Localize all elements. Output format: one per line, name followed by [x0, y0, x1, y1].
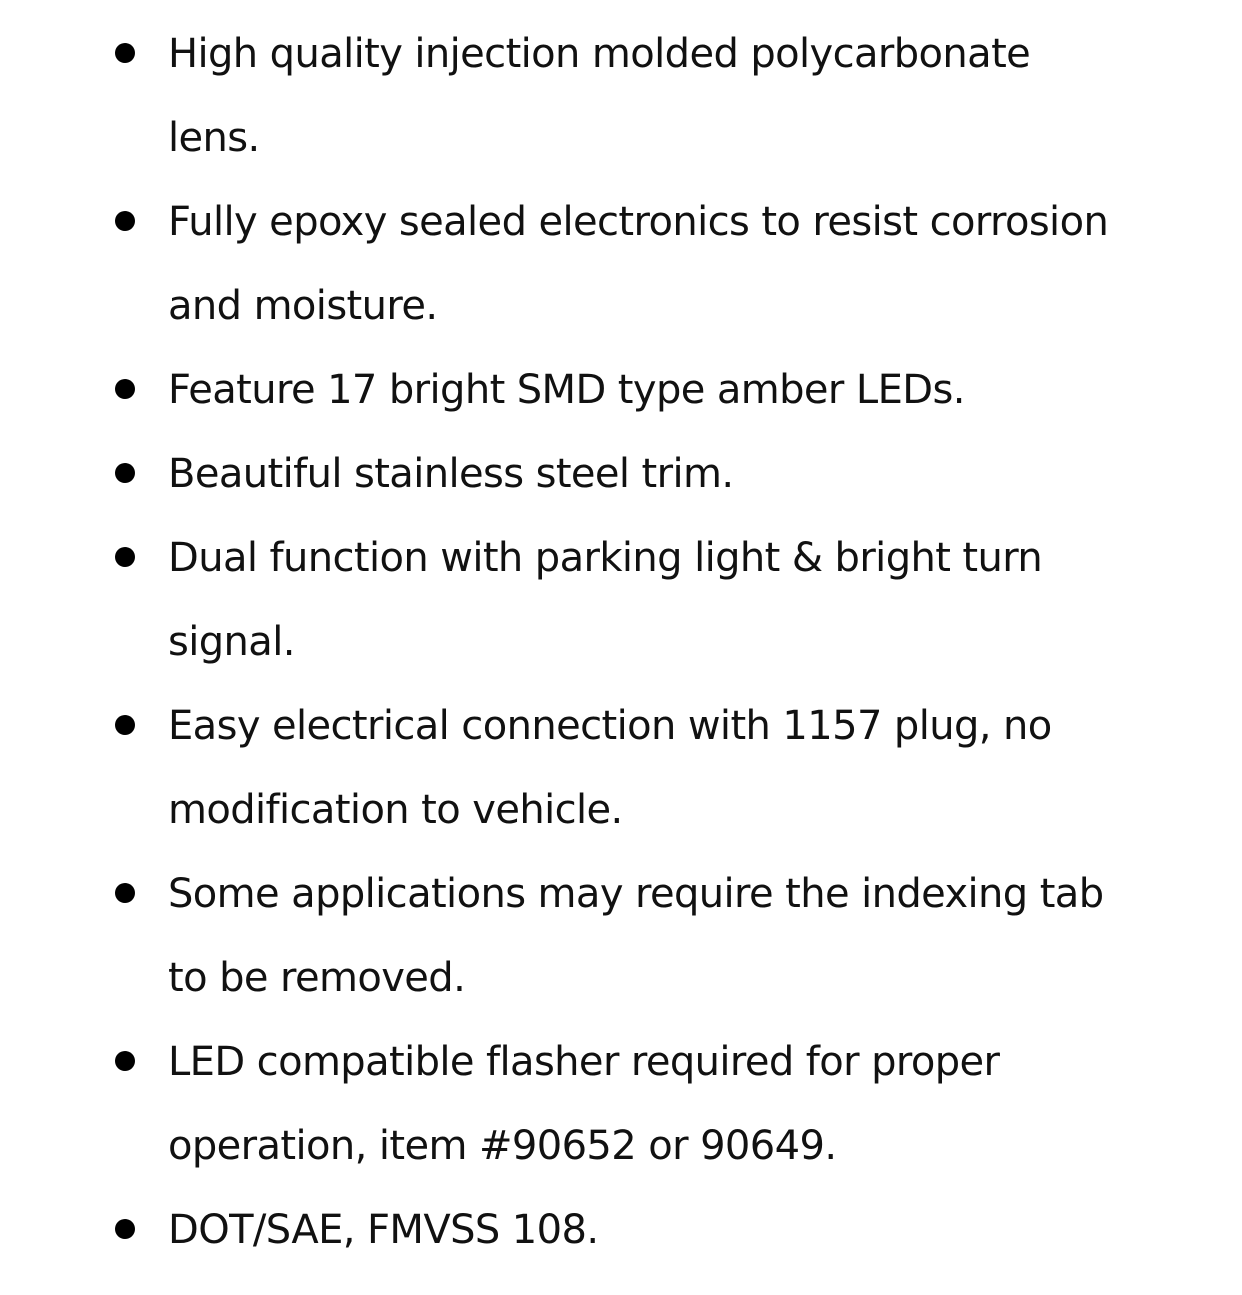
bullet-dot-icon — [115, 715, 135, 735]
list-item — [168, 1020, 1208, 1188]
feature-list — [168, 12, 1208, 1272]
item-line: High quality injection molded polycarbonate — [168, 31, 1031, 77]
bullet-dot-icon — [115, 463, 135, 483]
item-line: signal. — [168, 619, 295, 665]
bullet-dot-icon — [115, 547, 135, 567]
item-line: to be removed. — [168, 955, 466, 1001]
list-item — [168, 1188, 1208, 1272]
item-line: DOT/SAE, FMVSS 108. — [168, 1207, 599, 1253]
bullet-dot-icon — [115, 883, 135, 903]
item-line: Fully epoxy sealed electronics to resist corrosion — [168, 199, 1109, 245]
item-line: Some applications may require the indexing tab — [168, 871, 1104, 917]
bullet-dot-icon — [115, 379, 135, 399]
item-line: operation, item #90652 or 90649. — [168, 1123, 837, 1169]
item-line: Dual function with parking light & bright turn — [168, 535, 1043, 581]
item-line: Easy electrical connection with 1157 plug, no — [168, 703, 1052, 749]
bullet-dot-icon — [115, 1219, 135, 1239]
list-item — [168, 180, 1208, 348]
item-line: modification to vehicle. — [168, 787, 623, 833]
item-line: LED compatible flasher required for proper — [168, 1039, 1000, 1085]
list-item — [168, 852, 1208, 1020]
item-line: and moisture. — [168, 283, 438, 329]
item-line: lens. — [168, 115, 260, 161]
bullet-dot-icon — [115, 43, 135, 63]
bullet-dot-icon — [115, 211, 135, 231]
list-item — [168, 348, 1208, 432]
list-item — [168, 12, 1208, 180]
item-line: Beautiful stainless steel trim. — [168, 451, 734, 497]
item-line: Feature 17 bright SMD type amber LEDs. — [168, 367, 965, 413]
bullet-dot-icon — [115, 1051, 135, 1071]
list-item — [168, 432, 1208, 516]
list-item — [168, 516, 1208, 684]
list-item — [168, 684, 1208, 852]
